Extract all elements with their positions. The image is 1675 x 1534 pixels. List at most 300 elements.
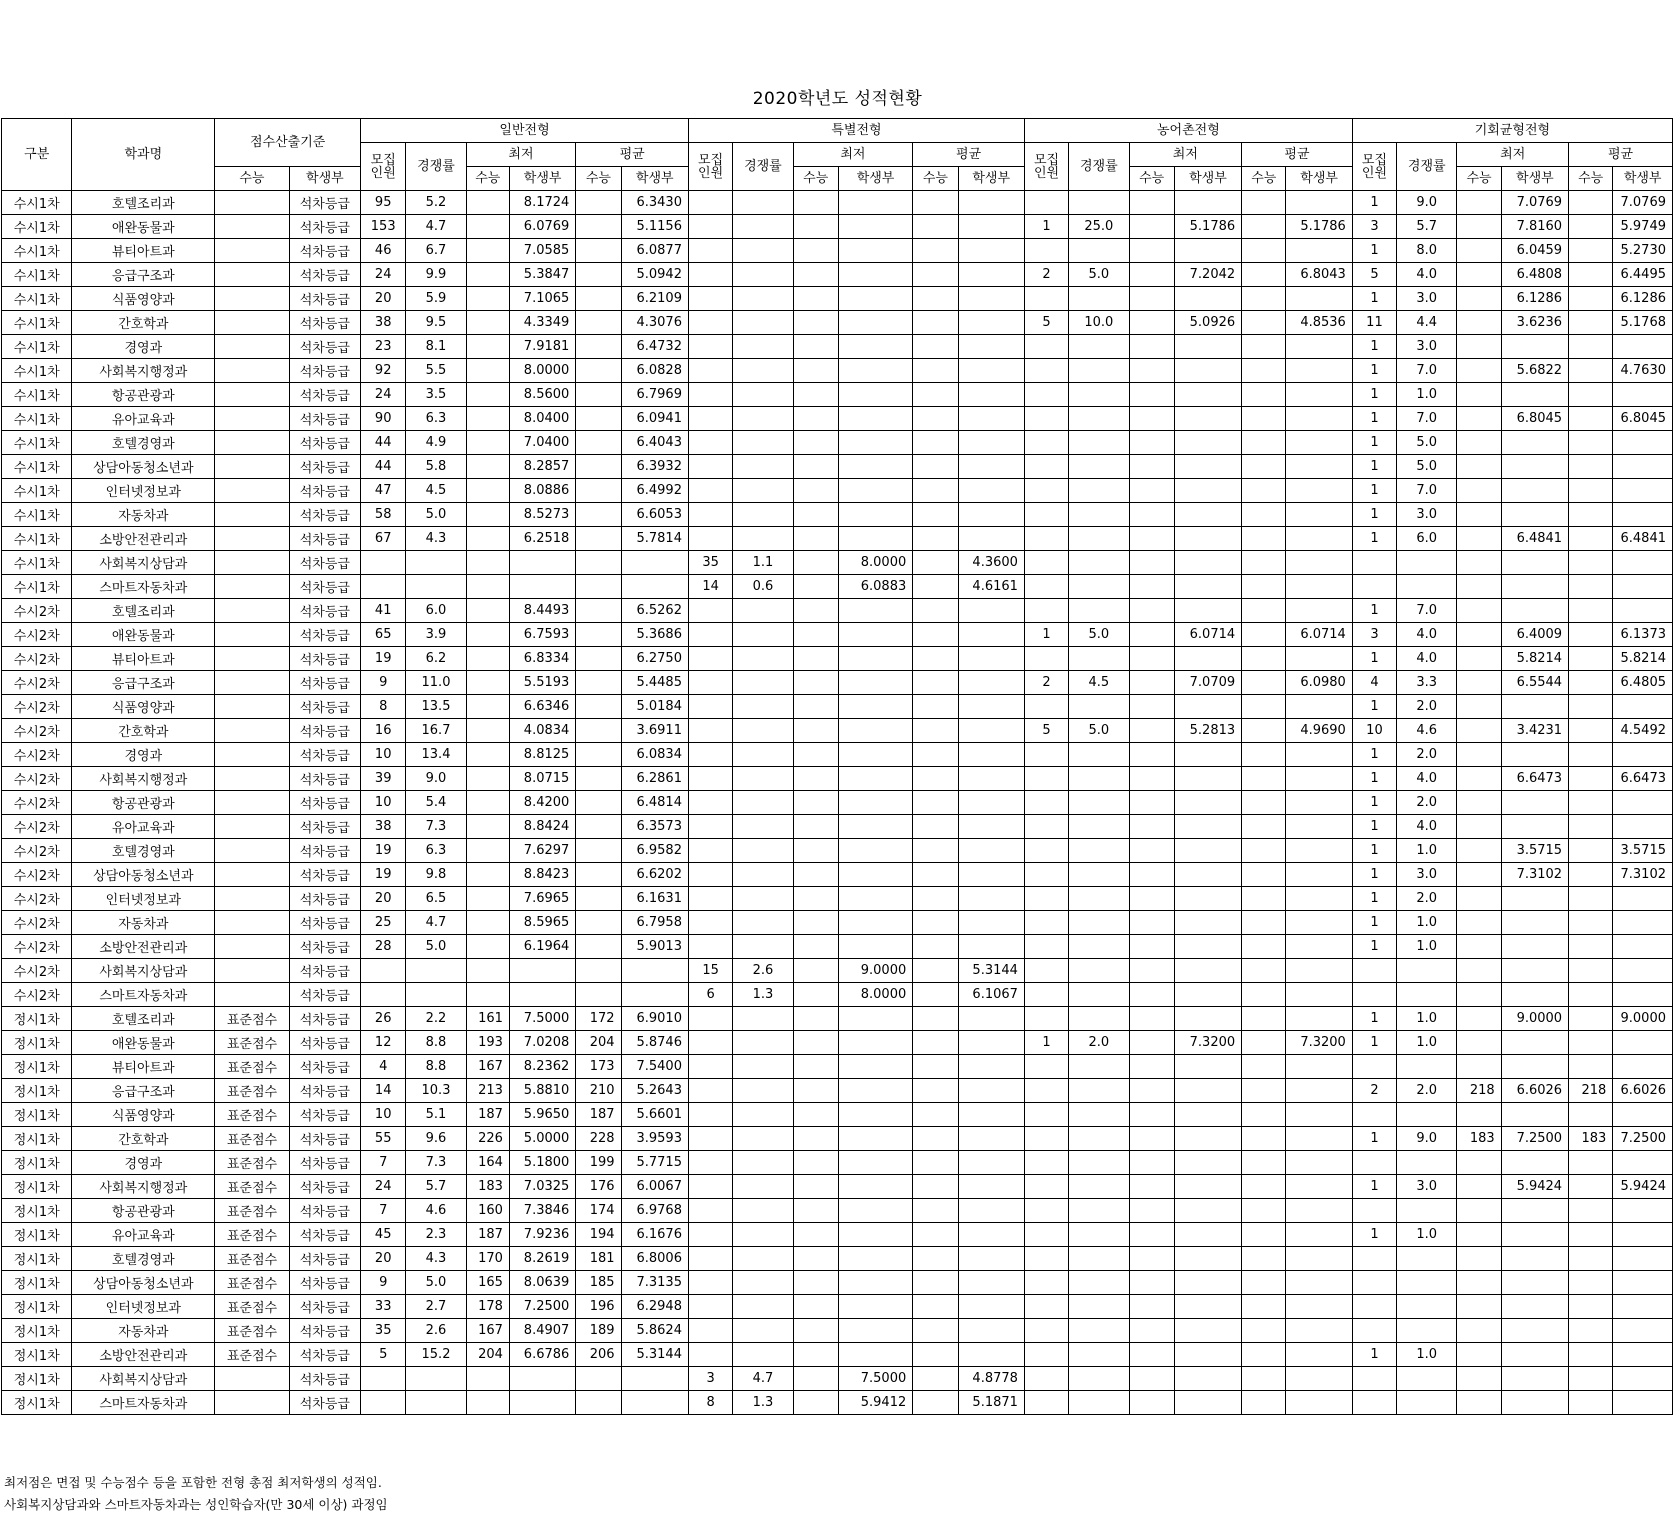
table-cell: 응급구조과 [72, 1079, 215, 1103]
table-cell [466, 431, 509, 455]
table-cell [1174, 1391, 1241, 1415]
table-cell [913, 1055, 958, 1079]
table-cell [1286, 743, 1352, 767]
table-cell [1457, 383, 1501, 407]
table-cell [1069, 455, 1129, 479]
header-csat: 수능 [1569, 167, 1613, 191]
table-cell [958, 239, 1024, 263]
table-cell: 218 [1569, 1079, 1613, 1103]
table-cell [1242, 1175, 1286, 1199]
table-cell: 9.0000 [838, 959, 912, 983]
table-cell [1569, 935, 1613, 959]
table-row [2, 1247, 1673, 1271]
table-cell [913, 1175, 958, 1199]
table-cell [576, 839, 621, 863]
table-cell [1286, 1223, 1352, 1247]
table-row [2, 1103, 1673, 1127]
table-cell: 항공관광과 [72, 383, 215, 407]
table-cell: 정시1차 [2, 1079, 72, 1103]
table-cell [1174, 791, 1241, 815]
table-cell [1286, 1103, 1352, 1127]
table-cell [576, 407, 621, 431]
table-cell [1352, 1319, 1396, 1343]
table-cell [838, 287, 912, 311]
table-cell [913, 671, 958, 695]
table-cell [1613, 503, 1673, 527]
table-cell [466, 935, 509, 959]
table-cell [838, 695, 912, 719]
table-cell [1174, 1295, 1241, 1319]
table-cell: 7.0325 [509, 1175, 575, 1199]
table-cell: 석차등급 [289, 1127, 360, 1151]
table-cell: 8.2619 [509, 1247, 575, 1271]
table-cell [1024, 935, 1068, 959]
table-cell: 뷰티아트과 [72, 647, 215, 671]
table-cell [1069, 1151, 1129, 1175]
table-cell [1129, 767, 1174, 791]
table-cell: 7.3102 [1501, 863, 1568, 887]
table-cell [913, 911, 958, 935]
table-cell [1024, 839, 1068, 863]
table-cell [1069, 1175, 1129, 1199]
table-cell [1501, 695, 1568, 719]
table-cell [1501, 959, 1568, 983]
table-row [2, 959, 1673, 983]
table-cell [1129, 935, 1174, 959]
table-cell [406, 959, 466, 983]
table-cell [361, 1367, 406, 1391]
table-cell [1024, 1055, 1068, 1079]
header-ratio: 경쟁률 [406, 143, 466, 191]
table-cell [1024, 1367, 1068, 1391]
table-cell [576, 455, 621, 479]
table-cell: 석차등급 [289, 215, 360, 239]
table-cell: 표준점수 [215, 1223, 289, 1247]
table-cell [1024, 911, 1068, 935]
table-cell: 92 [361, 359, 406, 383]
table-cell: 5.0 [406, 503, 466, 527]
table-cell [1397, 1055, 1457, 1079]
table-cell: 172 [576, 1007, 621, 1031]
table-cell: 226 [466, 1127, 509, 1151]
table-cell [1242, 431, 1286, 455]
table-cell: 3.0 [1397, 335, 1457, 359]
table-cell [733, 599, 793, 623]
table-cell [1242, 239, 1286, 263]
table-cell [1069, 863, 1129, 887]
table-cell: 24 [361, 263, 406, 287]
table-cell [1457, 1247, 1501, 1271]
table-cell [1457, 527, 1501, 551]
table-cell [215, 623, 289, 647]
table-row [2, 815, 1673, 839]
table-cell: 6.4805 [1613, 671, 1673, 695]
table-row [2, 575, 1673, 599]
header-school-record: 학생부 [958, 167, 1024, 191]
table-cell [1286, 695, 1352, 719]
table-cell [466, 815, 509, 839]
table-cell [688, 695, 732, 719]
table-cell: 1 [1352, 695, 1396, 719]
table-cell [958, 863, 1024, 887]
table-cell: 8.0 [1397, 239, 1457, 263]
table-cell [733, 647, 793, 671]
table-cell: 5.2643 [621, 1079, 688, 1103]
table-cell: 35 [361, 1319, 406, 1343]
header-dept: 학과명 [72, 119, 215, 191]
table-cell: 3 [1352, 623, 1396, 647]
table-cell [1024, 527, 1068, 551]
table-cell: 173 [576, 1055, 621, 1079]
table-cell [1242, 1343, 1286, 1367]
table-cell [215, 719, 289, 743]
table-cell: 석차등급 [289, 1367, 360, 1391]
table-cell [733, 455, 793, 479]
table-cell [1457, 455, 1501, 479]
table-cell [1129, 335, 1174, 359]
table-cell: 석차등급 [289, 551, 360, 575]
table-cell [913, 1247, 958, 1271]
table-cell: 167 [466, 1319, 509, 1343]
table-cell [1613, 959, 1673, 983]
table-cell [1129, 1079, 1174, 1103]
table-cell: 45 [361, 1223, 406, 1247]
table-cell: 8.2362 [509, 1055, 575, 1079]
table-row [2, 1127, 1673, 1151]
table-cell: 183 [1569, 1127, 1613, 1151]
table-cell: 6.0 [1397, 527, 1457, 551]
table-cell: 6.0834 [621, 743, 688, 767]
table-cell: 1 [1352, 647, 1396, 671]
table-cell [1174, 287, 1241, 311]
table-cell: 석차등급 [289, 191, 360, 215]
table-cell [1242, 599, 1286, 623]
table-cell [1129, 575, 1174, 599]
table-cell: 5.0184 [621, 695, 688, 719]
table-cell [688, 719, 732, 743]
table-cell [1352, 1391, 1396, 1415]
table-cell: 정시1차 [2, 1151, 72, 1175]
table-cell: 6.6026 [1501, 1079, 1568, 1103]
table-cell: 자동차과 [72, 503, 215, 527]
table-cell: 뷰티아트과 [72, 1055, 215, 1079]
table-cell: 1.0 [1397, 1007, 1457, 1031]
table-cell [1397, 1295, 1457, 1319]
table-cell [466, 1391, 509, 1415]
table-cell: 간호학과 [72, 1127, 215, 1151]
table-cell [1024, 599, 1068, 623]
table-cell [793, 1175, 838, 1199]
table-cell: 간호학과 [72, 311, 215, 335]
table-cell: 11.0 [406, 671, 466, 695]
table-cell: 10.0 [1069, 311, 1129, 335]
table-cell [1501, 743, 1568, 767]
table-cell [1069, 1127, 1129, 1151]
table-cell [958, 911, 1024, 935]
table-cell [958, 359, 1024, 383]
table-cell: 석차등급 [289, 359, 360, 383]
table-cell [793, 551, 838, 575]
table-cell [215, 383, 289, 407]
table-cell [1174, 959, 1241, 983]
table-row [2, 599, 1673, 623]
table-cell [1457, 1343, 1501, 1367]
table-cell: 석차등급 [289, 911, 360, 935]
table-cell [793, 767, 838, 791]
table-cell: 7.5000 [509, 1007, 575, 1031]
table-cell [466, 623, 509, 647]
table-cell [1352, 1247, 1396, 1271]
table-cell [1613, 935, 1673, 959]
table-cell [733, 815, 793, 839]
table-cell: 20 [361, 1247, 406, 1271]
table-cell [1129, 1247, 1174, 1271]
table-cell: 5.9013 [621, 935, 688, 959]
table-cell: 19 [361, 863, 406, 887]
table-cell: 10 [361, 791, 406, 815]
table-cell: 수시1차 [2, 431, 72, 455]
table-cell [1069, 911, 1129, 935]
table-cell [1397, 1319, 1457, 1343]
table-cell [733, 1103, 793, 1127]
table-row [2, 263, 1673, 287]
table-cell [1069, 959, 1129, 983]
table-cell [1069, 1367, 1129, 1391]
table-cell [215, 551, 289, 575]
table-cell: 3.0 [1397, 503, 1457, 527]
table-cell: 67 [361, 527, 406, 551]
table-cell [1024, 431, 1068, 455]
table-cell: 213 [466, 1079, 509, 1103]
table-cell [733, 839, 793, 863]
table-cell [1174, 239, 1241, 263]
table-cell [1397, 575, 1457, 599]
table-cell [1569, 503, 1613, 527]
table-cell [1174, 839, 1241, 863]
table-cell: 5.8810 [509, 1079, 575, 1103]
table-cell: 2.0 [1397, 743, 1457, 767]
header-quota: 모집 인원 [1024, 143, 1068, 191]
table-cell: 2 [1024, 263, 1068, 287]
table-cell [1397, 1103, 1457, 1127]
table-cell: 뷰티아트과 [72, 239, 215, 263]
table-cell [793, 647, 838, 671]
table-cell [1242, 863, 1286, 887]
table-cell: 6.2109 [621, 287, 688, 311]
table-cell: 1 [1352, 1343, 1396, 1367]
table-cell: 9.0000 [1501, 1007, 1568, 1031]
table-cell [688, 887, 732, 911]
table-cell [1024, 575, 1068, 599]
table-cell [576, 431, 621, 455]
table-cell [509, 1367, 575, 1391]
table-cell [1129, 527, 1174, 551]
table-row [2, 1223, 1673, 1247]
table-cell [215, 911, 289, 935]
table-cell [1069, 575, 1129, 599]
table-cell [1174, 575, 1241, 599]
table-cell [958, 743, 1024, 767]
table-cell: 6.1676 [621, 1223, 688, 1247]
table-cell [913, 767, 958, 791]
table-cell [1129, 791, 1174, 815]
table-cell [1569, 983, 1613, 1007]
table-cell [958, 1151, 1024, 1175]
table-cell: 정시1차 [2, 1007, 72, 1031]
table-cell [1613, 1295, 1673, 1319]
table-row [2, 647, 1673, 671]
table-cell: 5.8746 [621, 1031, 688, 1055]
table-cell: 호텔조리과 [72, 1007, 215, 1031]
table-cell [1024, 239, 1068, 263]
table-cell [1024, 1319, 1068, 1343]
table-cell [1569, 239, 1613, 263]
table-cell [466, 575, 509, 599]
table-cell [1457, 239, 1501, 263]
table-cell [793, 1247, 838, 1271]
table-cell [576, 575, 621, 599]
table-cell: 1 [1352, 1127, 1396, 1151]
table-cell: 석차등급 [289, 407, 360, 431]
table-cell: 6.4808 [1501, 263, 1568, 287]
table-cell [838, 1271, 912, 1295]
table-row [2, 551, 1673, 575]
table-cell [1457, 671, 1501, 695]
table-cell [733, 287, 793, 311]
table-cell [361, 983, 406, 1007]
table-cell: 47 [361, 479, 406, 503]
table-cell [215, 335, 289, 359]
table-cell [1613, 599, 1673, 623]
table-cell: 사회복지상담과 [72, 1367, 215, 1391]
table-cell [1174, 1079, 1241, 1103]
table-cell: 7.0208 [509, 1031, 575, 1055]
table-cell: 6.3 [406, 839, 466, 863]
table-cell [838, 239, 912, 263]
table-cell: 8.1 [406, 335, 466, 359]
table-cell [1501, 815, 1568, 839]
table-cell: 4.7630 [1613, 359, 1673, 383]
table-cell [733, 1151, 793, 1175]
table-cell [1024, 1391, 1068, 1415]
table-cell [913, 791, 958, 815]
table-cell [1129, 1031, 1174, 1055]
table-cell [1069, 743, 1129, 767]
table-cell [1069, 839, 1129, 863]
table-cell [576, 863, 621, 887]
table-cell [793, 1055, 838, 1079]
table-cell [576, 767, 621, 791]
table-cell: 4.3349 [509, 311, 575, 335]
table-cell [215, 935, 289, 959]
table-cell: 6.4043 [621, 431, 688, 455]
table-cell: 석차등급 [289, 527, 360, 551]
table-cell: 인터넷정보과 [72, 1295, 215, 1319]
table-cell: 사회복지행정과 [72, 359, 215, 383]
header-csat: 수능 [466, 167, 509, 191]
table-cell: 수시2차 [2, 791, 72, 815]
header-type-rural: 농어촌전형 [1024, 119, 1352, 143]
table-cell: 189 [576, 1319, 621, 1343]
table-cell [1613, 887, 1673, 911]
table-cell: 호텔경영과 [72, 431, 215, 455]
table-cell [688, 383, 732, 407]
table-cell: 정시1차 [2, 1127, 72, 1151]
table-cell [1501, 455, 1568, 479]
table-cell: 경영과 [72, 1151, 215, 1175]
table-cell [733, 431, 793, 455]
table-cell [1613, 383, 1673, 407]
table-cell: 1.0 [1397, 911, 1457, 935]
table-cell [958, 1127, 1024, 1151]
table-cell: 6.0877 [621, 239, 688, 263]
table-cell [1069, 815, 1129, 839]
table-cell: 14 [361, 1079, 406, 1103]
table-cell [1397, 1367, 1457, 1391]
table-cell [1457, 767, 1501, 791]
table-cell: 9.5 [406, 311, 466, 335]
table-row [2, 1055, 1673, 1079]
table-cell: 3.0 [1397, 287, 1457, 311]
table-cell: 5.7 [406, 1175, 466, 1199]
table-cell: 사회복지행정과 [72, 1175, 215, 1199]
table-cell: 6.4495 [1613, 263, 1673, 287]
table-cell [838, 623, 912, 647]
table-cell [466, 767, 509, 791]
table-cell [215, 695, 289, 719]
table-cell: 수시2차 [2, 863, 72, 887]
table-cell: 수시2차 [2, 815, 72, 839]
table-cell [1024, 1199, 1068, 1223]
table-cell [793, 887, 838, 911]
table-cell [1129, 719, 1174, 743]
header-quota: 모집 인원 [1352, 143, 1396, 191]
table-cell [1129, 671, 1174, 695]
table-cell [1613, 551, 1673, 575]
table-row [2, 1151, 1673, 1175]
table-cell [1457, 287, 1501, 311]
table-cell [1129, 1055, 1174, 1079]
table-cell [466, 599, 509, 623]
table-cell: 6.8045 [1501, 407, 1568, 431]
header-avg: 평균 [1569, 143, 1673, 167]
table-cell [1457, 647, 1501, 671]
table-cell: 6.0067 [621, 1175, 688, 1199]
header-csat: 수능 [215, 167, 289, 191]
table-cell [1129, 623, 1174, 647]
table-cell: 스마트자동차과 [72, 1391, 215, 1415]
table-cell [733, 1079, 793, 1103]
table-cell [688, 1151, 732, 1175]
table-cell [1129, 263, 1174, 287]
table-cell [1613, 1055, 1673, 1079]
table-cell [688, 815, 732, 839]
table-cell: 8.4493 [509, 599, 575, 623]
table-cell [1352, 1103, 1396, 1127]
table-cell [1286, 1079, 1352, 1103]
table-cell [1569, 1295, 1613, 1319]
table-cell [1457, 1319, 1501, 1343]
table-cell [838, 1127, 912, 1151]
table-cell: 식품영양과 [72, 695, 215, 719]
table-cell [1069, 695, 1129, 719]
table-cell [1569, 191, 1613, 215]
table-cell [576, 263, 621, 287]
table-cell [958, 839, 1024, 863]
table-cell: 187 [466, 1223, 509, 1247]
table-cell [1457, 1367, 1501, 1391]
table-row [2, 623, 1673, 647]
